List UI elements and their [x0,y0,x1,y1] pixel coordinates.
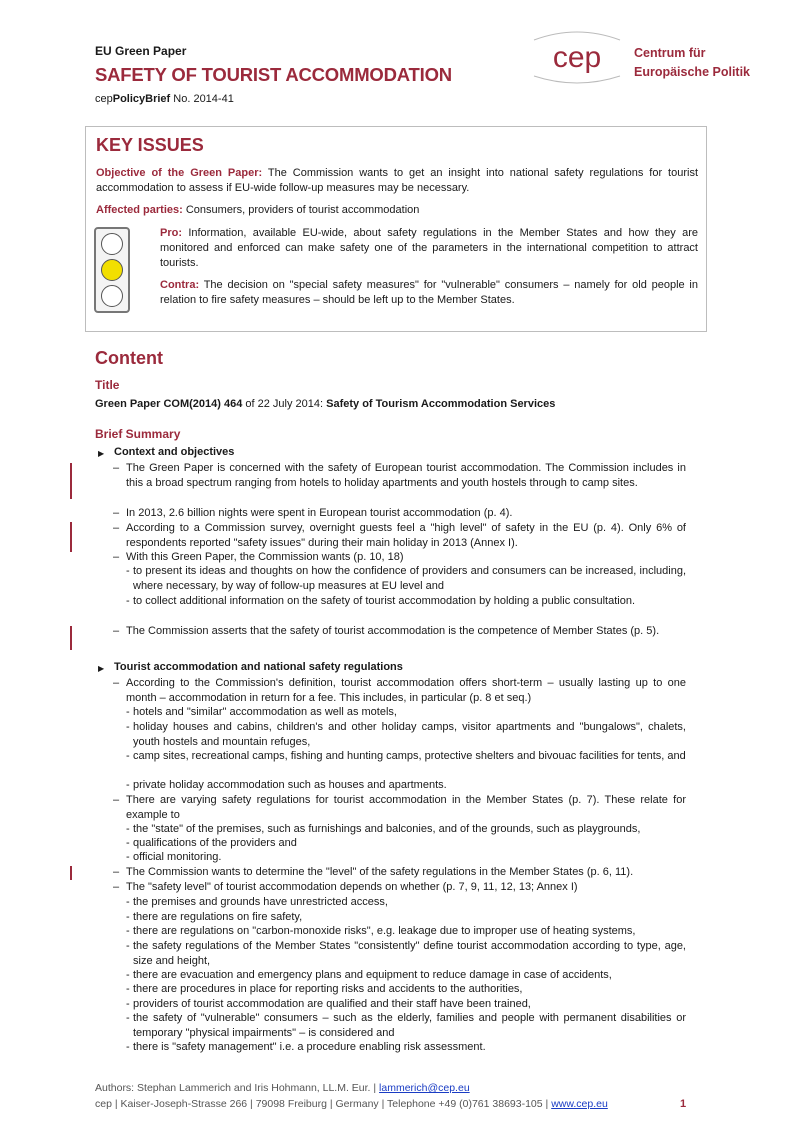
key-issues-box [85,126,707,332]
traffic-light-icon [94,227,130,313]
document-reference: Green Paper COM(2014) 464 of 22 July 2014: Safety of Tourism Accommodation Services [95,398,556,410]
sub-list-item: - qualifications of the providers and [126,837,297,849]
document-kicker: EU Green Paper [95,44,187,58]
list-item: – According to the Commission's definition, tourist accommodation offers short-term – usually lasting up to one month – accommodation in return for a fee. This includes, in particular (p. 8 et seq.) [113,677,686,704]
website-link[interactable]: www.cep.eu [551,1098,608,1110]
objective-paragraph: Objective of the Green Paper: The Commission wants to get an insight into national safety regulations for tourist accommodation to assess if EU-wide follow-up measures may be necessary. [96,167,699,194]
margin-change-bar [70,626,72,650]
margin-change-bar [70,866,72,880]
footer-authors: Authors: Stephan Lammerich and Iris Hohmann, LL.M. Eur. | lammerich@cep.eu [95,1082,470,1094]
section-heading-context: Context and objectives [114,446,235,458]
sub-list-item: - holiday houses and cabins, children's and other holiday camps, visitor apartments and "bungalows", chalets, youth hostels and mountain refuges, [126,721,686,748]
policy-brief-number: cepPolicyBrief No. 2014-41 [95,93,234,105]
logo-text: cep [552,41,602,74]
list-item: – There are varying safety regulations for tourist accommodation in the Member States (p. 7). These relate for example to [113,794,686,821]
sub-list-item: - the "state" of the premises, such as furnishings and balconies, and of the grounds, such as playgrounds, [126,823,641,835]
page-number: 1 [680,1098,687,1110]
cep-logo [532,30,622,86]
list-item: – With this Green Paper, the Commission wants (p. 10, 18) [113,551,404,563]
title-heading: Title [95,378,120,392]
organization-name: Centrum für Europäische Politik [634,46,751,79]
brief-summary-heading: Brief Summary [95,427,181,441]
margin-change-bar [70,463,72,499]
sub-list-item: - providers of tourist accommodation are qualified and their staff have been trained, [126,998,531,1010]
list-item: – The Commission wants to determine the "level" of the safety regulations in the Member States (p. 6, 11). [113,866,634,878]
sub-list-item: - official monitoring. [126,851,222,863]
author-email-link[interactable]: lammerich@cep.eu [379,1082,470,1094]
footer-address: cep | Kaiser-Joseph-Strasse 266 | 79098 Freiburg | Germany | Telephone +49 (0)761 38693-105 | www.cep.eu [95,1098,608,1110]
sub-list-item: - there are regulations on "carbon-monoxide risks", e.g. leakage due to improper use of heating systems, [126,925,636,937]
contra-paragraph: Contra: The decision on "special safety measures" for "vulnerable" consumers – namely for old people in relation to fire safety measures – should be left up to the Member States. [160,279,698,306]
section-bullet-icon: ▶ [98,449,105,458]
document-title: SAFETY OF TOURIST ACCOMMODATION [95,64,452,85]
content-heading: Content [95,348,163,368]
sub-list-item: - to present its ideas and thoughts on how the confidence of providers and consumers can be increased, including, where necessary, by way of follow-up measures at EU level and [126,565,686,592]
sub-list-item: - there are procedures in place for reporting risks and accidents to the authorities, [126,983,523,995]
sub-list-item: - there are evacuation and emergency plans and equipment to reduce damage in case of accidents, [126,969,612,981]
sub-list-item: - the premises and grounds have unrestricted access, [126,896,388,908]
list-item: – The Commission asserts that the safety of tourist accommodation is the competence of Member States (p. 5). [113,625,660,637]
list-item: – The Green Paper is concerned with the safety of European tourist accommodation. The Commission includes in this a broad spectrum ranging from hotels to holiday apartments and youth hostels through to camp sites. [113,462,686,489]
sub-list-item: - camp sites, recreational camps, fishing and hunting camps, protective shelters and bivouac facilities for tents, and [126,750,686,762]
sub-list-item: - there are regulations on fire safety, [126,911,303,923]
sub-list-item: - hotels and "similar" accommodation as well as motels, [126,706,397,718]
list-item: – The "safety level" of tourist accommodation depends on whether (p. 7, 9, 11, 12, 13; Annex I) [113,881,578,893]
sub-list-item: - the safety of "vulnerable" consumers – such as the elderly, families and people with permanent disabilities or temporary "physical impairments" – is considered and [126,1012,686,1039]
list-item: – In 2013, 2.6 billion nights were spent in European tourist accommodation (p. 4). [113,507,513,519]
traffic-light-bottom [101,285,123,307]
list-item: – According to a Commission survey, overnight guests feel a "high level" of safety in the EU (p. 4). Only 6% of respondents reported "safety issues" during their main holiday in 2013 (Annex I). [113,522,686,549]
sub-list-item: - the safety regulations of the Member States "consistently" define tourist accommodation according to type, age, size and height, [126,940,686,967]
sub-list-item: - there is "safety management" i.e. a procedure enabling risk assessment. [126,1041,486,1053]
sub-list-item: - to collect additional information on the safety of tourist accommodation by holding a public consultation. [126,595,636,607]
traffic-light-yellow [101,259,123,281]
traffic-light-top [101,233,123,255]
margin-change-bar [70,522,72,552]
section-heading-accommodation: Tourist accommodation and national safety regulations [114,661,403,673]
section-bullet-icon: ▶ [98,664,105,673]
sub-list-item: - private holiday accommodation such as houses and apartments. [126,779,447,791]
affected-parties-paragraph: Affected parties: Consumers, providers of tourist accommodation [96,204,420,216]
key-issues-heading: KEY ISSUES [96,135,204,155]
pro-paragraph: Pro: Information, available EU-wide, about safety regulations in the Member States and how they are monitored and enforced can make safety one of the parameters in the international competition to attract tourists. [160,227,698,269]
